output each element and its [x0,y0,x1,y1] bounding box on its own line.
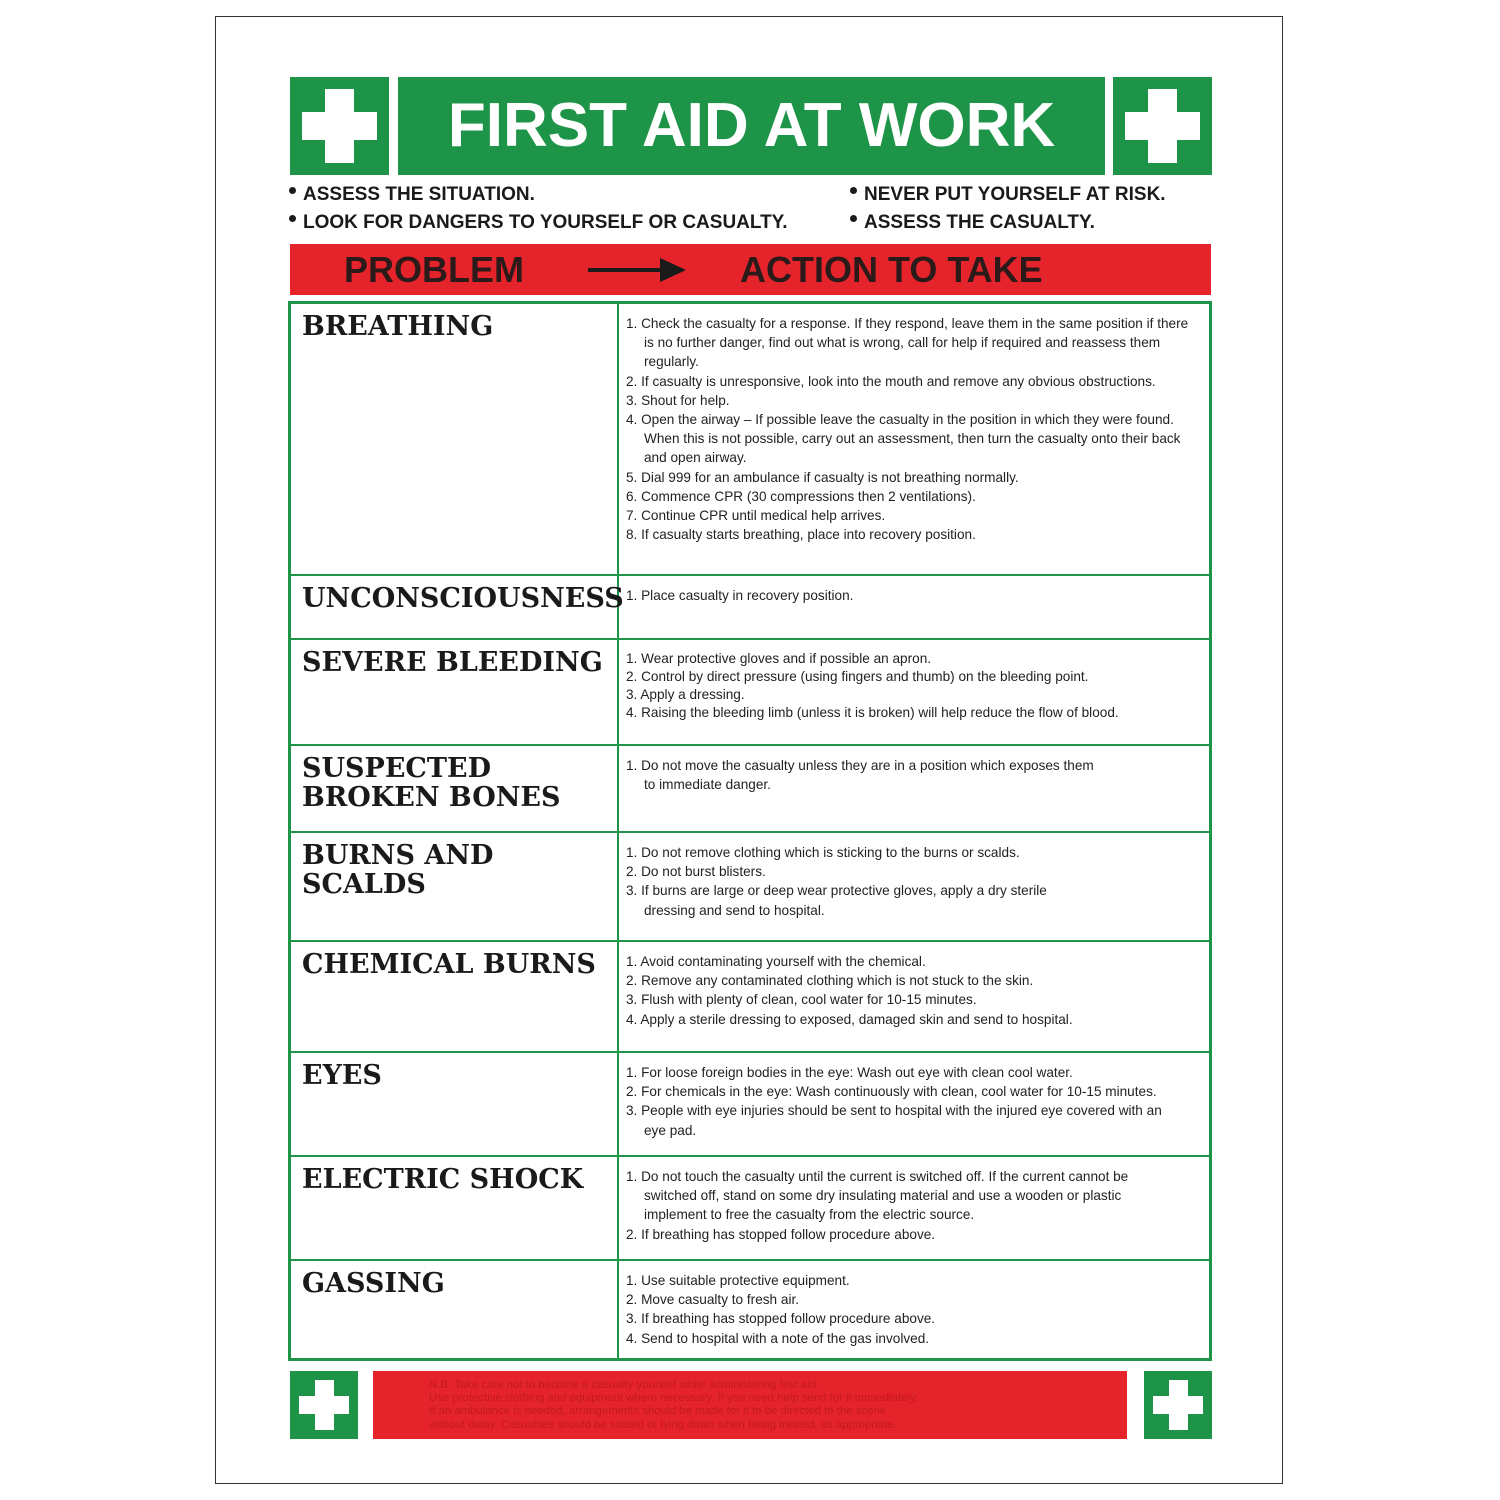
banner-problem-label: PROBLEM [344,249,524,290]
table-row [291,833,1209,942]
table-row [291,746,1209,833]
action-step: 3. If burns are large or deep wear protective gloves, apply a dry sterile dressing and send to hospital. [626,883,1047,918]
action-step: 1. Do not remove clothing which is sticking to the burns or scalds. [626,845,1020,860]
action-step: 4. Send to hospital with a note of the gas involved. [626,1330,930,1346]
action-step: 5. Dial 999 for an ambulance if casualty is not breathing normally. [626,469,1019,485]
table-row [291,1053,1209,1157]
bullet-item [850,184,1166,206]
page-title [398,77,1105,175]
action-step: 4. Apply a sterile dressing to exposed, damaged skin and send to hospital. [626,1011,1073,1027]
footer-note [429,1379,918,1432]
bullet-item [289,184,535,206]
problem-label: CHEMICAL BURNS [302,949,596,980]
footer-note-line: If an ambulance is needed, arrangements should be made for it to be directed to the scene [429,1405,887,1418]
footer-note-line: without delay. Casualties should be seated or lying down when being treated, as appropriate. [429,1418,897,1431]
problem-label: ELECTRIC SHOCK [302,1164,584,1195]
table-row [291,304,1209,576]
action-step: 7. Continue CPR until medical help arrives. [626,508,886,524]
action-step: 2. Remove any contaminated clothing which is not stuck to the skin. [626,973,1034,989]
footer-note-line: Use protective clothing and equipment where necessary. If you need help send for it immediately. [429,1392,919,1405]
action-step: 4. Open the airway – If possible leave the casualty in the position in which they were found. When this is not possible, carry out an assessment, then turn the casualty onto their back and open airway. [626,412,1181,466]
first-aid-cross-icon [1113,77,1212,175]
action-step: 1. For loose foreign bodies in the eye: Wash out eye with clean cool water. [626,1065,1073,1080]
action-step: 1. Avoid contaminating yourself with the chemical. [626,954,926,969]
bullet-item [289,212,788,234]
action-step: 1. Do not touch the casualty until the current is switched off. If the current cannot be switched off, stand on some dry insulating material and use a wooden or plastic implement to free the casualty from the electric source. [626,1169,1129,1223]
action-step: 1. Wear protective gloves and if possible an apron. [626,651,932,666]
action-step: 3. Flush with plenty of clean, cool water for 10-15 minutes. [626,992,977,1008]
table-row [291,1261,1209,1358]
action-list [626,586,1201,605]
first-aid-cross-icon [290,77,389,175]
action-step: 3. People with eye injuries should be sent to hospital with the injured eye covered with an eye pad. [626,1103,1162,1138]
action-step: 3. If breathing has stopped follow procedure above. [626,1311,936,1327]
action-step: 2. If casualty is unresponsive, look into the mouth and remove any obvious obstructions. [626,373,1156,389]
action-step: 2. Control by direct pressure (using fingers and thumb) on the bleeding point. [626,669,1089,684]
action-list [626,1167,1181,1244]
action-step: 1. Place casualty in recovery position. [626,588,854,603]
footer-note-bar [373,1371,1127,1439]
banner-action-label: ACTION TO TAKE [740,249,1043,290]
action-step: 1. Do not move the casualty unless they are in a position which exposes them to immediate danger. [626,758,1094,793]
bullet-dot-icon [850,187,857,194]
action-list [626,756,1096,794]
action-step: 1. Use suitable protective equipment. [626,1273,850,1288]
bullet-text: NEVER PUT YOURSELF AT RISK. [864,184,1166,205]
bullet-text: LOOK FOR DANGERS TO YOURSELF OR CASUALTY. [303,212,788,233]
table-row [291,640,1209,746]
problem-label: BURNS AND SCALDS [302,840,494,900]
action-list [626,1063,1201,1140]
bullet-text: ASSESS THE SITUATION. [303,184,535,205]
action-list [626,650,1201,722]
first-aid-table [288,301,1212,1361]
problem-label: SUSPECTED BROKEN BONES [302,753,561,813]
bullet-text: ASSESS THE CASUALTY. [864,212,1095,233]
bullet-dot-icon [850,215,857,222]
action-step: 1. Check the casualty for a response. If they respond, leave them in the same position if there is no further danger, find out what is wrong, call for help if required and reassess them regularly. [626,316,1189,370]
action-list [626,1271,1201,1348]
problem-label: EYES [302,1060,382,1091]
action-step: 3. Shout for help. [626,392,730,408]
table-row [291,942,1209,1053]
action-list [626,952,1201,1029]
action-step: 8. If casualty starts breathing, place into recovery position. [626,527,976,543]
action-step: 6. Commence CPR (30 compressions then 2 ventilations). [626,488,976,504]
action-step: 2. If breathing has stopped follow procedure above. [626,1226,936,1242]
page-title-text: FIRST AID AT WORK [447,91,1056,160]
table-row [291,576,1209,640]
footer-note-line: N.B. Take care not to become a casualty yourself while administering first aid. [429,1379,820,1391]
problem-label: SEVERE BLEEDING [302,647,603,678]
action-step: 4. Raising the bleeding limb (unless it is broken) will help reduce the flow of blood. [626,705,1119,720]
problem-action-banner [290,244,1211,295]
right-arrow-icon [588,256,686,284]
bullet-item [850,212,1095,234]
bullet-dot-icon [289,187,296,194]
action-list [626,843,1076,920]
first-aid-cross-icon [290,1371,358,1439]
table-row [291,1157,1209,1261]
action-step: 3. Apply a dressing. [626,687,745,702]
action-step: 2. For chemicals in the eye: Wash continuously with clean, cool water for 10-15 minutes. [626,1084,1157,1100]
first-aid-cross-icon [1144,1371,1212,1439]
action-step: 2. Move casualty to fresh air. [626,1292,800,1308]
bullet-dot-icon [289,215,296,222]
problem-label: GASSING [302,1268,445,1299]
problem-label: UNCONSCIOUSNESS [302,583,624,614]
action-list [626,314,1201,544]
action-step: 2. Do not burst blisters. [626,864,766,880]
problem-label: BREATHING [302,311,494,342]
